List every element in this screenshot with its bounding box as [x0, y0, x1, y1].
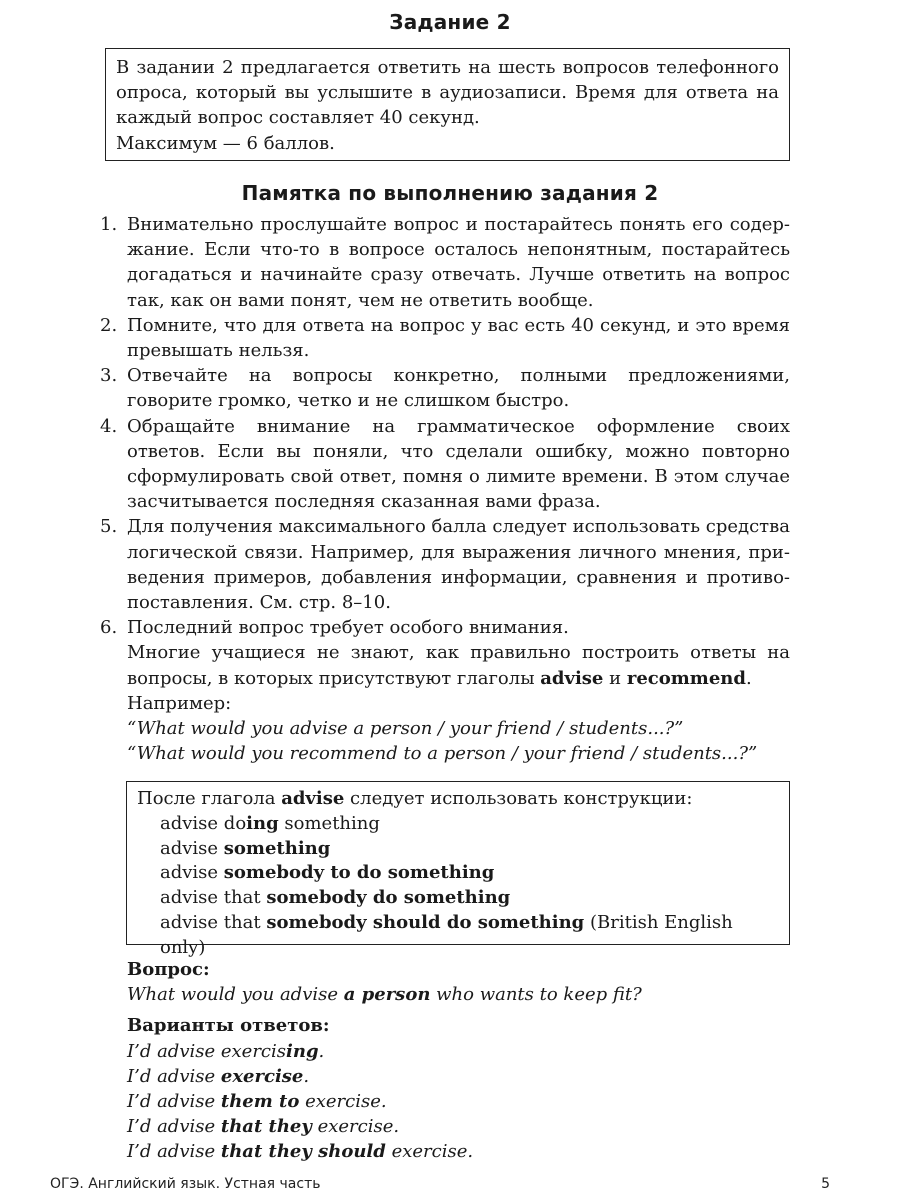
item-text: Для получения максимального балла следует использовать средства логической связи. Например, для выражения личного мнения, при-ведения примеров, добавления информации, сравнения и противо-поставления. См. стр. 8–10. — [127, 516, 790, 614]
construction-1: advise doing something — [160, 812, 380, 834]
construction-3: advise somebody to do something — [160, 862, 495, 884]
list-item — [100, 212, 790, 313]
question-text: What would you advise a person who wants to keep fit? — [127, 984, 642, 1006]
lead-text-end: следует использовать конструкции: — [344, 788, 693, 809]
footer-title: ОГЭ. Английский язык. Устная часть — [50, 1176, 321, 1192]
page-footer — [50, 1176, 830, 1192]
example-question-advise: “What would you advise a person / your friend / students...?” — [127, 718, 684, 740]
example-label: Например: — [127, 692, 232, 714]
item-number: 5. — [100, 516, 118, 538]
max-score: Максимум — 6 баллов. — [116, 132, 335, 154]
item-text: Внимательно прослушайте вопрос и постарайтесь понять его содер-жание. Если что-то в вопросе осталось непонятным, постарайтесь догадаться и начинайте сразу отвечать. Лучше ответить на вопрос так, как он вами понят, чем не ответить вообще. — [127, 214, 790, 311]
item-number: 3. — [100, 365, 118, 387]
item-number: 4. — [100, 415, 118, 437]
construction-2: advise something — [160, 837, 331, 859]
memo-list — [100, 212, 790, 766]
construction-5: advise that somebody should do something (British English only) — [160, 911, 733, 958]
intro-text: В задании 2 предлагается ответить на шесть вопросов телефонного опроса, который вы услышите в аудиозаписи. Время для ответа на каждый вопрос составляет 40 секунд. — [116, 57, 779, 129]
memo-title: Памятка по выполнению задания 2 — [241, 181, 659, 205]
item-number: 6. — [100, 617, 118, 639]
page-number: 5 — [821, 1176, 830, 1192]
list-item — [100, 514, 790, 615]
example-question-recommend: “What would you recommend to a person / your friend / students...?” — [127, 743, 758, 765]
list-item — [100, 414, 790, 515]
item-text: Помните, что для ответа на вопрос у вас есть 40 секунд, и это время превышать нельзя. — [127, 314, 790, 362]
item-text: Обращайте внимание на грамматическое оформление своих ответов. Если вы поняли, что сделали ошибку, можно повторно сформулировать свой ответ, помня о лимите времени. В этом случае засчитывается последняя сказанная вами фраза. — [127, 415, 790, 513]
question-label: Вопрос: — [127, 959, 210, 980]
answer-3: I’d advise them to exercise. — [127, 1091, 387, 1113]
answers-label: Варианты ответов: — [127, 1015, 330, 1037]
item-number: 2. — [100, 314, 118, 336]
item6-para-start: Многие учащиеся не знают, как правильно построить ответы на вопросы, в которых присутствуют глаголы — [127, 642, 790, 689]
answer-5: I’d advise that they should exercise. — [127, 1141, 474, 1163]
question-answer-section — [127, 957, 807, 1165]
construction-4: advise that somebody do something — [160, 887, 511, 909]
item6-and: и — [603, 667, 627, 689]
lead-text: После глагола — [137, 788, 282, 809]
construction-lead — [137, 787, 779, 812]
list-item — [100, 363, 790, 413]
task-title: Задание 2 — [389, 10, 511, 34]
intro-box — [105, 48, 790, 161]
verb-advise: advise — [540, 667, 604, 689]
item6-paragraph — [127, 640, 790, 690]
item6-dot: . — [745, 667, 752, 689]
list-item-6 — [100, 615, 790, 766]
lead-verb: advise — [281, 788, 345, 809]
answer-4: I’d advise that they exercise. — [127, 1116, 400, 1138]
answer-1: I’d advise exercising. — [127, 1040, 325, 1062]
item-text: Отвечайте на вопросы конкретно, полными предложениями, говорите громко, четко и не слишком быстро. — [127, 365, 790, 412]
item6-line1: Последний вопрос требует особого внимания. — [127, 617, 569, 639]
verb-recommend: recommend — [626, 667, 746, 689]
answer-2: I’d advise exercise. — [127, 1065, 310, 1087]
item-number: 1. — [100, 214, 118, 235]
construction-box — [126, 781, 790, 958]
list-item — [100, 313, 790, 363]
